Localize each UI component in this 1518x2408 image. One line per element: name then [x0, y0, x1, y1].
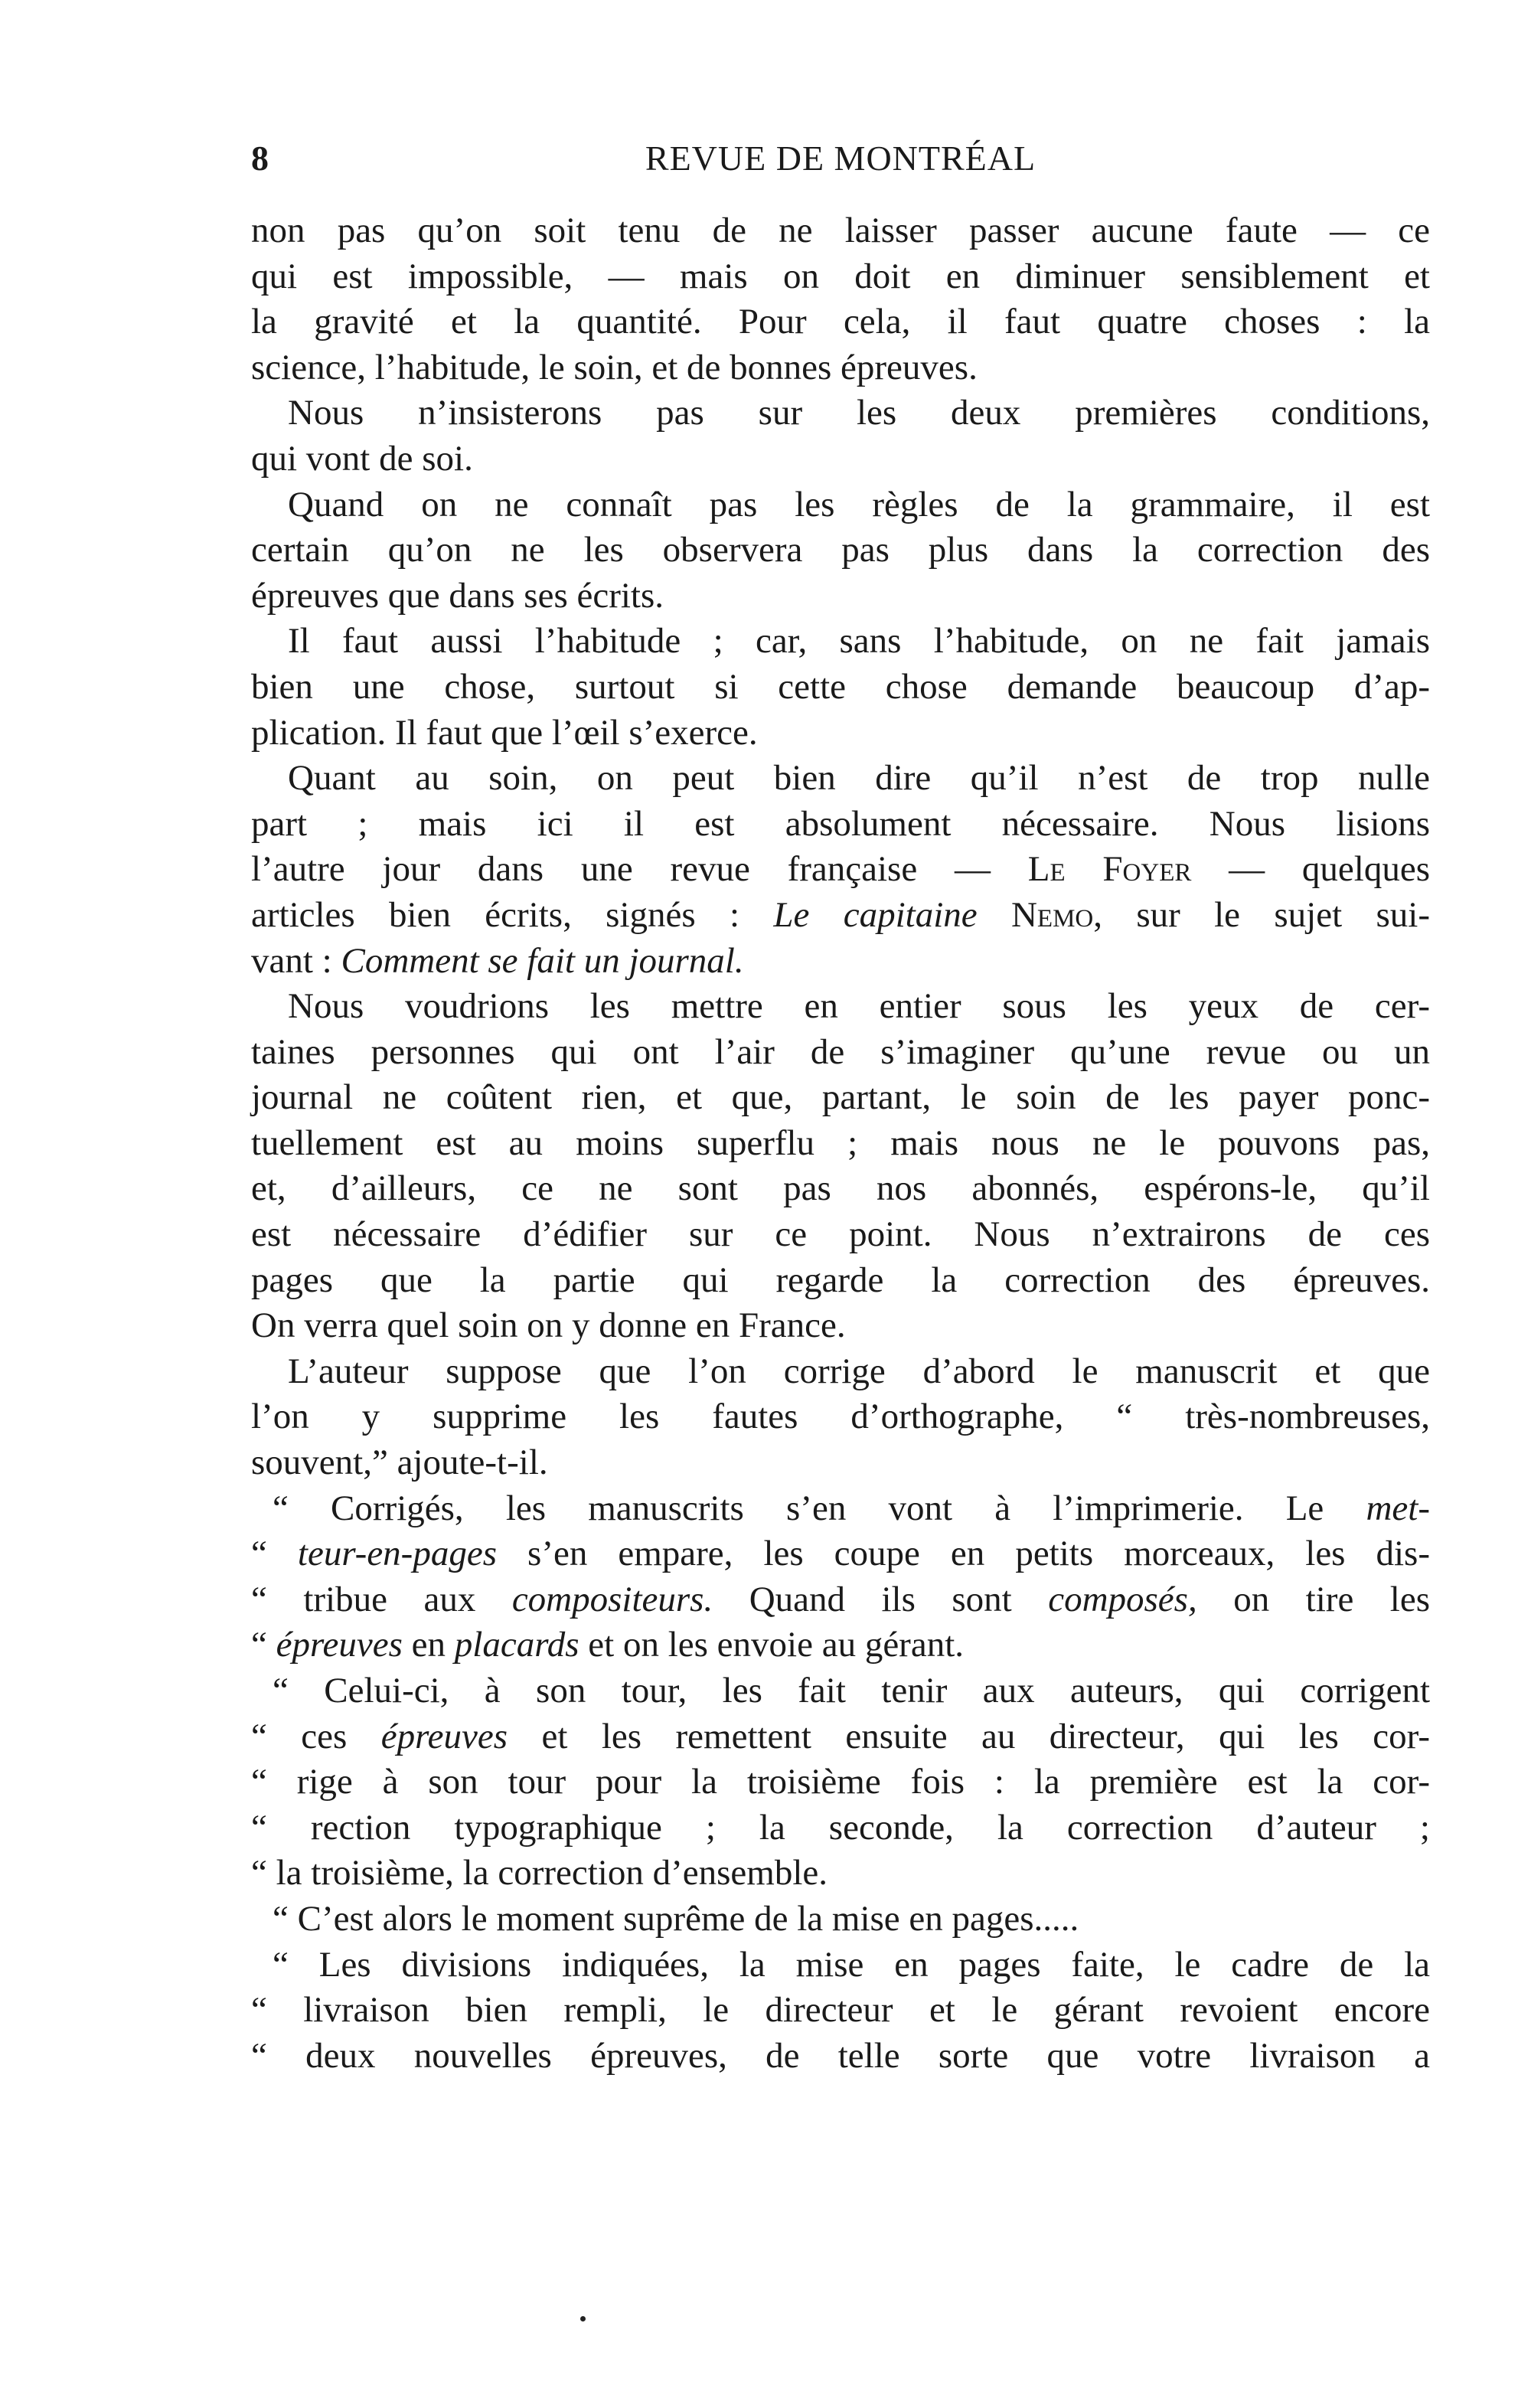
text-line: “ Celui-ci, à son tour, les fait tenir aux auteurs, qui corrigent	[273, 1671, 1430, 1710]
text-fragment: Le Foyer	[1027, 849, 1192, 890]
text-fragment: teur-en-pages	[297, 1534, 497, 1574]
text-line: et, d’ailleurs, ce ne sont pas nos abonnés, espérons-le, qu’il	[251, 1168, 1430, 1209]
text-fragment: , sur le sujet sui-	[1093, 894, 1430, 935]
text-line: “ deux nouvelles épreuves, de telle sorte que votre livraison a	[251, 2035, 1430, 2076]
text-line	[251, 1486, 1430, 1532]
text-line: qui vont de soi.	[251, 438, 473, 479]
text-line: l’on y supprime les fautes d’orthographe, “ très-nombreuses,	[251, 1397, 1430, 1437]
text-line	[251, 847, 1430, 893]
text-fragment: épreuves	[380, 1716, 508, 1756]
running-title: REVUE DE MONTRÉAL	[645, 139, 1036, 178]
text-line: bien une chose, surtout si cette chose demande beaucoup d’ap-	[251, 666, 1430, 707]
running-head	[251, 138, 1430, 191]
text-line: certain qu’on ne les observera pas plus dans la correction des	[251, 530, 1430, 570]
text-fragment: Quand ils sont	[713, 1579, 1049, 1619]
text-line: journal ne coûtent rien, et que, partant, le soin de les payer ponc-	[251, 1077, 1430, 1118]
text-line: “ livraison bien rempli, le directeur et le gérant revoient encore	[251, 1990, 1430, 2031]
text-line	[251, 1577, 1430, 1623]
page-number: 8	[251, 139, 269, 178]
text-line	[251, 939, 1430, 985]
text-line: est nécessaire d’édifier sur ce point. Nous n’extrairons de ces	[251, 1214, 1430, 1255]
text-fragment: l’autre jour dans une revue française —	[251, 849, 1028, 890]
text-fragment: Le capitaine	[773, 894, 978, 935]
text-fragment: — quelques	[1191, 849, 1430, 890]
text-line: “ Les divisions indiquées, la mise en pages faite, le cadre de la	[273, 1944, 1430, 1985]
text-line: “ la troisième, la correction d’ensemble.	[251, 1853, 828, 1893]
text-fragment: “ ces	[251, 1716, 381, 1756]
text-line: taines personnes qui ont l’air de s’imaginer qu’une revue ou un	[251, 1031, 1430, 1072]
text-fragment: vant :	[251, 940, 341, 981]
text-fragment: articles bien écrits, signés :	[251, 894, 774, 935]
text-line: non pas qu’on soit tenu de ne laisser passer aucune faute — ce	[251, 211, 1430, 250]
text-fragment: et les remettent ensuite au directeur, qui les cor-	[508, 1716, 1430, 1756]
text-line: qui est impossible, — mais on doit en diminuer sensiblement et	[251, 256, 1430, 296]
text-line: “ C’est alors le moment suprême de la mise en pages.....	[273, 1898, 1079, 1939]
text-line: science, l’habitude, le soin, et de bonnes épreuves.	[251, 347, 978, 387]
text-fragment: “ Corrigés, les manuscrits s’en vont à l’imprimerie. Le	[273, 1488, 1366, 1528]
text-line: épreuves que dans ses écrits.	[251, 575, 664, 616]
text-line: “ rection typographique ; la seconde, la correction d’auteur ;	[251, 1807, 1430, 1848]
text-line: plication. Il faut que l’œil s’exerce.	[251, 712, 758, 753]
text-line: Nous n’insisterons pas sur les deux premières conditions,	[288, 393, 1430, 433]
text-fragment: “ tribue aux	[251, 1579, 512, 1619]
text-fragment: épreuves	[276, 1625, 403, 1665]
text-fragment: compositeurs.	[511, 1579, 713, 1619]
text-fragment: en	[402, 1625, 455, 1665]
text-line: Il faut aussi l’habitude ; car, sans l’habitude, on ne fait jamais	[288, 621, 1430, 662]
text-line	[251, 1531, 1430, 1577]
text-fragment: Comment se fait un journal.	[341, 940, 744, 981]
text-fragment: Nemo	[1010, 894, 1094, 935]
text-line: On verra quel soin on y donne en France.	[251, 1305, 846, 1346]
text-line: Quant au soin, on peut bien dire qu’il n’est de trop nulle	[288, 758, 1430, 799]
ink-speck	[580, 2316, 586, 2321]
text-line: la gravité et la quantité. Pour cela, il faut quatre choses : la	[251, 302, 1430, 342]
text-line: tuellement est au moins superflu ; mais nous ne le pouvons pas,	[251, 1122, 1430, 1163]
text-fragment: “	[251, 1625, 276, 1665]
text-fragment: composés,	[1048, 1579, 1197, 1619]
text-fragment: “	[251, 1534, 298, 1574]
text-line: Quand on ne connaît pas les règles de la grammaire, il est	[288, 484, 1430, 524]
text-fragment: placards	[454, 1625, 579, 1665]
text-line: part ; mais ici il est absolument nécessaire. Nous lisions	[251, 803, 1430, 844]
text-line: “ rige à son tour pour la troisième fois : la première est la cor-	[251, 1762, 1430, 1802]
text-line: L’auteur suppose que l’on corrige d’abord le manuscrit et que	[288, 1351, 1430, 1391]
text-fragment: s’en empare, les coupe en petits morceaux, les dis-	[497, 1534, 1430, 1574]
text-line	[251, 893, 1430, 939]
body-text	[251, 208, 1430, 2079]
text-line: souvent,” ajoute-t-il.	[251, 1443, 548, 1483]
text-line: Nous voudrions les mettre en entier sous les yeux de cer-	[288, 986, 1430, 1027]
text-fragment: on tire les	[1196, 1579, 1431, 1619]
text-line	[251, 1714, 1430, 1760]
text-line: pages que la partie qui regarde la correction des épreuves.	[251, 1260, 1430, 1300]
text-line	[251, 1622, 1430, 1668]
text-fragment: met-	[1366, 1488, 1430, 1528]
text-fragment: et on les envoie au gérant.	[579, 1625, 964, 1665]
book-page	[251, 138, 1430, 2079]
